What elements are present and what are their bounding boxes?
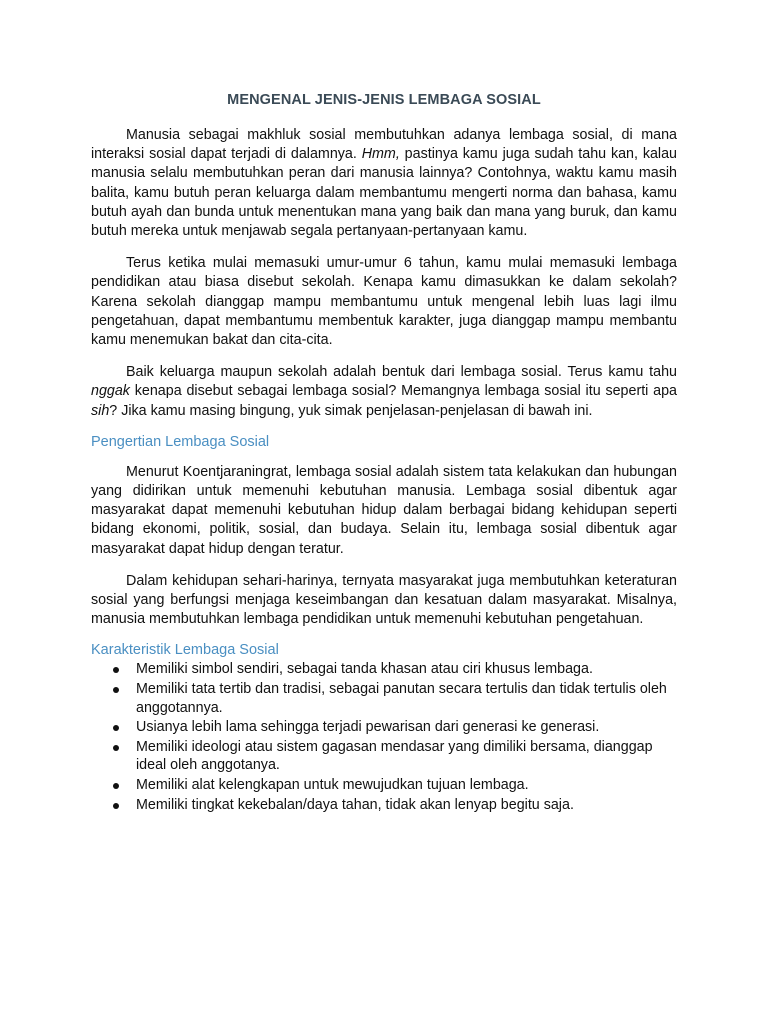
bullet-icon: [113, 745, 119, 751]
intro-p3-text-a: Baik keluarga maupun sekolah adalah bentuk dari lembaga sosial. Terus kamu tahu: [126, 364, 677, 381]
bullet-icon: [113, 803, 119, 809]
section-heading-karakteristik: Karakteristik Lembaga Sosial: [91, 642, 279, 659]
list-item-text: Memiliki tata tertib dan tradisi, sebagai panutan secara tertulis dan tidak tertulis oleh anggotannya.: [136, 681, 667, 716]
intro-paragraph-2: Terus ketika mulai memasuki umur-umur 6 tahun, kamu mulai memasuki lembaga pendidikan atau biasa disebut sekolah. Kenapa kamu dimasukkan ke dalam sekolah? Karena sekolah dianggap mampu membantumu untuk mengenal lebih luas lagi ilmu pengetahuan, dapat membantumu membentuk karakter, juga dianggap mampu membantu kamu menemukan bakat dan cita-cita.: [91, 255, 677, 349]
list-item: [91, 660, 677, 679]
bullet-icon: [113, 667, 119, 673]
list-item: [91, 718, 677, 737]
list-item: [91, 680, 677, 717]
intro-p1-emphasis: Hmm,: [361, 146, 400, 163]
list-item-text: Memiliki tingkat kekebalan/daya tahan, tidak akan lenyap begitu saja.: [136, 796, 574, 813]
list-item-text: Memiliki alat kelengkapan untuk mewujudkan tujuan lembaga.: [136, 777, 529, 794]
document-title: MENGENAL JENIS-JENIS LEMBAGA SOSIAL: [227, 92, 541, 108]
list-item-text: Usianya lebih lama sehingga terjadi pewarisan dari generasi ke generasi.: [136, 719, 600, 736]
karakteristik-list: [91, 660, 677, 814]
intro-paragraph-1: [91, 126, 677, 241]
intro-p1-text-a: Manusia sebagai makhluk sosial membutuhkan adanya lembaga sosial, di mana interaksi sosial dapat terjadi di dalamnya.: [91, 127, 677, 163]
list-item: [91, 776, 677, 795]
intro-p1-text-b: pastinya kamu juga sudah tahu kan, kalau manusia selalu membutuhkan peran dari manusia lainnya? Contohnya, waktu kamu masih balita, kamu butuh peran keluarga dalam membantumu mengerti norma dan bahasa, kamu butuh ayah dan bunda untuk menentukan mana yang baik dan mana yang buruk, dan kamu butuh mereka untuk menjawab segala pertanyaan-pertanyaan kamu.: [91, 146, 677, 240]
list-item: [91, 796, 677, 815]
intro-paragraph-3: [91, 363, 677, 421]
list-item: [91, 738, 677, 775]
bullet-icon: [113, 687, 119, 693]
bullet-icon: [113, 725, 119, 731]
bullet-icon: [113, 783, 119, 789]
intro-p3-text-c: ? Jika kamu masing bingung, yuk simak penjelasan-penjelasan di bawah ini.: [109, 402, 593, 419]
section-heading-pengertian: Pengertian Lembaga Sosial: [91, 433, 270, 450]
intro-p3-text-b: kenapa disebut sebagai lembaga sosial? Memangnya lembaga sosial itu seperti apa: [129, 383, 677, 400]
list-item-text: Memiliki simbol sendiri, sebagai tanda khasan atau ciri khusus lembaga.: [136, 661, 593, 678]
pengertian-paragraph-1: Menurut Koentjaraningrat, lembaga sosial adalah sistem tata kelakukan dan hubungan yang didirikan untuk memenuhi kebutuhan manusia. Lembaga sosial dibentuk agar masyarakat dapat memenuhi kebutuhan hidup dalam berbagai bidang kehidupan seperti bidang ekonomi, politik, sosial, dan budaya. Selain itu, lembaga sosial dibentuk agar masyarakat dapat hidup dengan teratur.: [91, 463, 677, 557]
intro-p3-emphasis-1: nggak: [91, 383, 130, 400]
pengertian-paragraph-2: Dalam kehidupan sehari-harinya, ternyata masyarakat juga membutuhkan keteraturan sosial yang berfungsi menjaga keseimbangan dan kesatuan dalam masyarakat. Misalnya, manusia membutuhkan lembaga pendidikan untuk memenuhi kebutuhan pengetahuan.: [91, 572, 677, 628]
list-item-text: Memiliki ideologi atau sistem gagasan mendasar yang dimiliki bersama, dianggap ideal oleh anggotanya.: [136, 738, 653, 774]
intro-p3-emphasis-2: sih: [91, 402, 110, 419]
